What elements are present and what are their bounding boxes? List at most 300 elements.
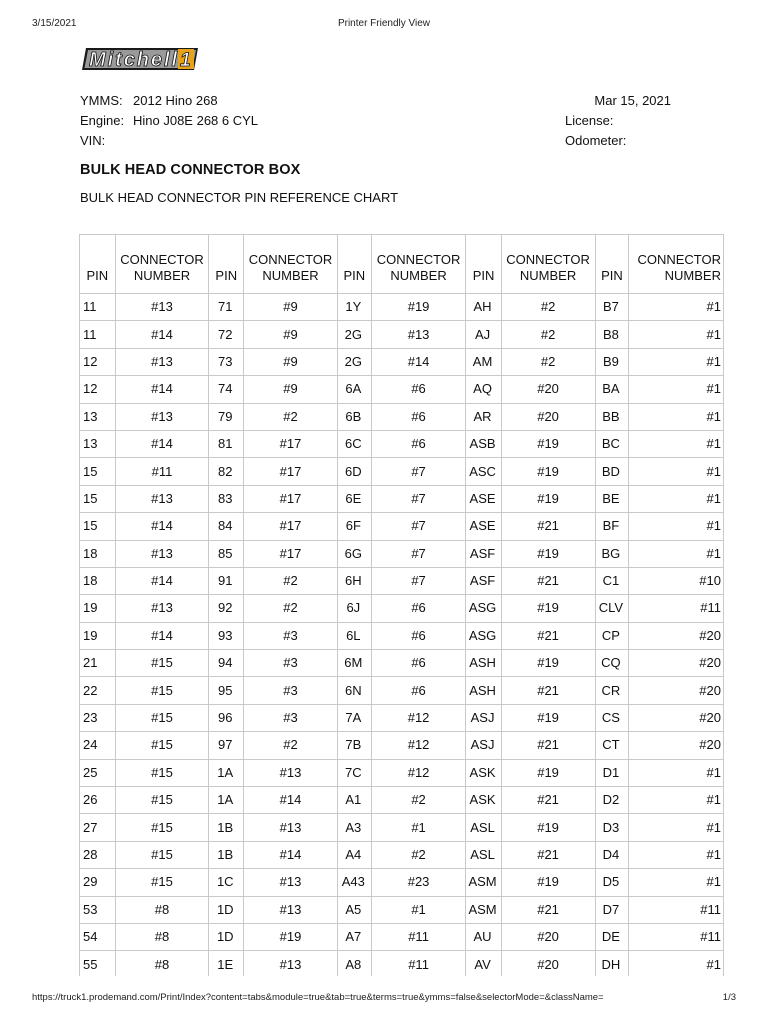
pin-cell: 1A bbox=[209, 787, 244, 814]
pin-cell: BE bbox=[595, 485, 629, 512]
pin-cell: 12 bbox=[80, 348, 116, 375]
pin-cell: AQ bbox=[466, 376, 501, 403]
connector-number-cell: #1 bbox=[629, 951, 724, 976]
connector-number-cell: #1 bbox=[629, 458, 724, 485]
connector-number-cell: #9 bbox=[244, 348, 338, 375]
connector-number-cell: #2 bbox=[244, 567, 338, 594]
connector-number-cell: #21 bbox=[501, 896, 595, 923]
header-connector-number: CONNECTOR NUMBER bbox=[244, 235, 338, 294]
pin-cell: 71 bbox=[209, 294, 244, 321]
vehicle-info bbox=[80, 91, 258, 151]
pin-reference-table-container bbox=[79, 234, 724, 976]
section-subtitle: BULK HEAD CONNECTOR PIN REFERENCE CHART bbox=[80, 190, 399, 205]
connector-number-cell: #15 bbox=[115, 814, 209, 841]
ymms-value: 2012 Hino 268 bbox=[133, 93, 218, 108]
pin-cell: 1B bbox=[209, 814, 244, 841]
pin-cell: 81 bbox=[209, 430, 244, 457]
connector-number-cell: #15 bbox=[115, 869, 209, 896]
connector-number-cell: #15 bbox=[115, 759, 209, 786]
table-row bbox=[80, 485, 724, 512]
connector-number-cell: #21 bbox=[501, 677, 595, 704]
pin-cell: D2 bbox=[595, 787, 629, 814]
pin-cell: D5 bbox=[595, 869, 629, 896]
connector-number-cell: #2 bbox=[501, 294, 595, 321]
pin-cell: D1 bbox=[595, 759, 629, 786]
connector-number-cell: #3 bbox=[244, 650, 338, 677]
pin-cell: 6M bbox=[337, 650, 371, 677]
table-row bbox=[80, 869, 724, 896]
pin-cell: 26 bbox=[80, 787, 116, 814]
table-row bbox=[80, 458, 724, 485]
connector-number-cell: #7 bbox=[371, 485, 466, 512]
pin-cell: 6H bbox=[337, 567, 371, 594]
connector-number-cell: #12 bbox=[371, 732, 466, 759]
table-row bbox=[80, 595, 724, 622]
connector-number-cell: #19 bbox=[501, 540, 595, 567]
pin-cell: 1A bbox=[209, 759, 244, 786]
connector-number-cell: #19 bbox=[371, 294, 466, 321]
pin-cell: ASJ bbox=[466, 704, 501, 731]
connector-number-cell: #19 bbox=[501, 650, 595, 677]
pin-cell: 74 bbox=[209, 376, 244, 403]
pin-cell: A1 bbox=[337, 787, 371, 814]
connector-number-cell: #20 bbox=[501, 951, 595, 976]
pin-cell: 6F bbox=[337, 513, 371, 540]
connector-number-cell: #21 bbox=[501, 567, 595, 594]
connector-number-cell: #19 bbox=[501, 595, 595, 622]
pin-cell: 15 bbox=[80, 458, 116, 485]
pin-cell: D7 bbox=[595, 896, 629, 923]
connector-number-cell: #6 bbox=[371, 403, 466, 430]
connector-number-cell: #1 bbox=[629, 759, 724, 786]
pin-cell: ASL bbox=[466, 814, 501, 841]
table-row bbox=[80, 759, 724, 786]
pin-cell: CLV bbox=[595, 595, 629, 622]
pin-cell: 27 bbox=[80, 814, 116, 841]
ymms-row bbox=[80, 91, 258, 111]
report-date: Mar 15, 2021 bbox=[594, 93, 671, 108]
connector-number-cell: #2 bbox=[501, 321, 595, 348]
pin-cell: AM bbox=[466, 348, 501, 375]
pin-cell: ASF bbox=[466, 567, 501, 594]
connector-number-cell: #13 bbox=[244, 951, 338, 976]
connector-number-cell: #6 bbox=[371, 595, 466, 622]
pin-cell: 25 bbox=[80, 759, 116, 786]
connector-number-cell: #21 bbox=[501, 622, 595, 649]
connector-number-cell: #2 bbox=[244, 403, 338, 430]
connector-number-cell: #1 bbox=[629, 841, 724, 868]
print-url: https://truck1.prodemand.com/Print/Index?content=tabs&module=true&tab=true&terms=true&ymms=false&selectorMode=&className= bbox=[32, 992, 604, 1003]
connector-number-cell: #1 bbox=[629, 321, 724, 348]
pin-cell: DE bbox=[595, 923, 629, 950]
connector-number-cell: #21 bbox=[501, 787, 595, 814]
connector-number-cell: #13 bbox=[115, 348, 209, 375]
pin-cell: ASE bbox=[466, 485, 501, 512]
license-label: License: bbox=[565, 113, 614, 128]
pin-cell: 15 bbox=[80, 485, 116, 512]
pin-cell: 22 bbox=[80, 677, 116, 704]
connector-number-cell: #2 bbox=[371, 841, 466, 868]
pin-cell: 82 bbox=[209, 458, 244, 485]
connector-number-cell: #14 bbox=[115, 430, 209, 457]
connector-number-cell: #1 bbox=[629, 403, 724, 430]
pin-cell: ASK bbox=[466, 787, 501, 814]
pin-cell: 6C bbox=[337, 430, 371, 457]
pin-cell: 97 bbox=[209, 732, 244, 759]
pin-cell: 19 bbox=[80, 622, 116, 649]
pin-cell: 6D bbox=[337, 458, 371, 485]
pin-cell: ASC bbox=[466, 458, 501, 485]
pin-cell: ASJ bbox=[466, 732, 501, 759]
connector-number-cell: #23 bbox=[371, 869, 466, 896]
connector-number-cell: #9 bbox=[244, 294, 338, 321]
connector-number-cell: #2 bbox=[244, 732, 338, 759]
connector-number-cell: #12 bbox=[371, 759, 466, 786]
table-row bbox=[80, 814, 724, 841]
table-row bbox=[80, 430, 724, 457]
pin-cell: 95 bbox=[209, 677, 244, 704]
pin-cell: 53 bbox=[80, 896, 116, 923]
ymms-label: YMMS: bbox=[80, 93, 123, 108]
connector-number-cell: #17 bbox=[244, 540, 338, 567]
connector-number-cell: #20 bbox=[629, 677, 724, 704]
pin-cell: 79 bbox=[209, 403, 244, 430]
table-row bbox=[80, 841, 724, 868]
connector-number-cell: #7 bbox=[371, 513, 466, 540]
pin-cell: 1D bbox=[209, 896, 244, 923]
pin-cell: ASB bbox=[466, 430, 501, 457]
pin-cell: CP bbox=[595, 622, 629, 649]
pin-cell: CQ bbox=[595, 650, 629, 677]
pin-cell: 7C bbox=[337, 759, 371, 786]
header-pin: PIN bbox=[80, 235, 116, 294]
section-title: BULK HEAD CONNECTOR BOX bbox=[80, 162, 301, 178]
connector-number-cell: #21 bbox=[501, 732, 595, 759]
connector-number-cell: #14 bbox=[115, 321, 209, 348]
pin-cell: 12 bbox=[80, 376, 116, 403]
connector-number-cell: #19 bbox=[501, 430, 595, 457]
header-pin: PIN bbox=[466, 235, 501, 294]
connector-number-cell: #6 bbox=[371, 622, 466, 649]
pin-cell: 6A bbox=[337, 376, 371, 403]
pin-cell: 15 bbox=[80, 513, 116, 540]
table-row bbox=[80, 732, 724, 759]
pin-cell: 92 bbox=[209, 595, 244, 622]
pin-cell: 21 bbox=[80, 650, 116, 677]
pin-cell: 55 bbox=[80, 951, 116, 976]
connector-number-cell: #7 bbox=[371, 540, 466, 567]
pin-cell: 6G bbox=[337, 540, 371, 567]
pin-cell: 19 bbox=[80, 595, 116, 622]
connector-number-cell: #20 bbox=[629, 704, 724, 731]
pin-cell: BA bbox=[595, 376, 629, 403]
pin-cell: 18 bbox=[80, 540, 116, 567]
pin-cell: AH bbox=[466, 294, 501, 321]
connector-number-cell: #1 bbox=[629, 348, 724, 375]
pin-cell: A4 bbox=[337, 841, 371, 868]
pin-cell: 96 bbox=[209, 704, 244, 731]
connector-number-cell: #13 bbox=[371, 321, 466, 348]
connector-number-cell: #19 bbox=[501, 869, 595, 896]
pin-cell: CS bbox=[595, 704, 629, 731]
connector-number-cell: #13 bbox=[115, 540, 209, 567]
connector-number-cell: #6 bbox=[371, 376, 466, 403]
pin-cell: 1B bbox=[209, 841, 244, 868]
pin-cell: ASG bbox=[466, 595, 501, 622]
connector-number-cell: #13 bbox=[244, 896, 338, 923]
pin-cell: CR bbox=[595, 677, 629, 704]
connector-number-cell: #11 bbox=[629, 896, 724, 923]
connector-number-cell: #20 bbox=[629, 650, 724, 677]
vin-label: VIN: bbox=[80, 133, 106, 148]
connector-number-cell: #12 bbox=[371, 704, 466, 731]
connector-number-cell: #20 bbox=[629, 622, 724, 649]
table-row bbox=[80, 704, 724, 731]
engine-label: Engine: bbox=[80, 113, 125, 128]
pin-cell: D4 bbox=[595, 841, 629, 868]
engine-value: Hino J08E 268 6 CYL bbox=[133, 113, 259, 128]
pin-cell: ASH bbox=[466, 650, 501, 677]
pin-cell: 13 bbox=[80, 403, 116, 430]
header-connector-number: CONNECTOR NUMBER bbox=[501, 235, 595, 294]
connector-number-cell: #1 bbox=[629, 814, 724, 841]
pin-cell: ASM bbox=[466, 869, 501, 896]
connector-number-cell: #19 bbox=[244, 923, 338, 950]
connector-number-cell: #13 bbox=[115, 403, 209, 430]
pin-cell: BB bbox=[595, 403, 629, 430]
pin-cell: 2G bbox=[337, 321, 371, 348]
connector-number-cell: #13 bbox=[244, 869, 338, 896]
connector-number-cell: #1 bbox=[629, 787, 724, 814]
pin-cell: AU bbox=[466, 923, 501, 950]
connector-number-cell: #14 bbox=[115, 567, 209, 594]
pin-cell: BG bbox=[595, 540, 629, 567]
connector-number-cell: #14 bbox=[371, 348, 466, 375]
pin-cell: ASL bbox=[466, 841, 501, 868]
pin-cell: 91 bbox=[209, 567, 244, 594]
pin-cell: 1C bbox=[209, 869, 244, 896]
table-row bbox=[80, 348, 724, 375]
connector-number-cell: #6 bbox=[371, 430, 466, 457]
connector-number-cell: #15 bbox=[115, 787, 209, 814]
svg-text:Mitchell: Mitchell bbox=[89, 49, 177, 71]
print-date: 3/15/2021 bbox=[32, 18, 77, 29]
pin-cell: 83 bbox=[209, 485, 244, 512]
pin-cell: BF bbox=[595, 513, 629, 540]
pin-cell: B8 bbox=[595, 321, 629, 348]
connector-number-cell: #14 bbox=[115, 513, 209, 540]
connector-number-cell: #2 bbox=[244, 595, 338, 622]
pin-cell: 54 bbox=[80, 923, 116, 950]
connector-number-cell: #1 bbox=[371, 814, 466, 841]
connector-number-cell: #6 bbox=[371, 677, 466, 704]
connector-number-cell: #21 bbox=[501, 841, 595, 868]
connector-number-cell: #15 bbox=[115, 677, 209, 704]
pin-cell: A43 bbox=[337, 869, 371, 896]
mitchell1-logo-graphic bbox=[80, 44, 202, 74]
pin-cell: D3 bbox=[595, 814, 629, 841]
connector-number-cell: #14 bbox=[244, 787, 338, 814]
pin-cell: 11 bbox=[80, 294, 116, 321]
pin-cell: A7 bbox=[337, 923, 371, 950]
connector-number-cell: #1 bbox=[629, 540, 724, 567]
pin-cell: ASH bbox=[466, 677, 501, 704]
table-row bbox=[80, 540, 724, 567]
table-row bbox=[80, 321, 724, 348]
connector-number-cell: #14 bbox=[115, 622, 209, 649]
connector-number-cell: #19 bbox=[501, 759, 595, 786]
pin-cell: ASF bbox=[466, 540, 501, 567]
pin-cell: 24 bbox=[80, 732, 116, 759]
pin-cell: BD bbox=[595, 458, 629, 485]
pin-cell: ASE bbox=[466, 513, 501, 540]
table-row bbox=[80, 896, 724, 923]
connector-number-cell: #3 bbox=[244, 622, 338, 649]
pin-cell: 7B bbox=[337, 732, 371, 759]
header-pin: PIN bbox=[209, 235, 244, 294]
connector-number-cell: #13 bbox=[115, 294, 209, 321]
connector-number-cell: #8 bbox=[115, 951, 209, 976]
connector-number-cell: #17 bbox=[244, 458, 338, 485]
connector-number-cell: #19 bbox=[501, 458, 595, 485]
pin-cell: ASM bbox=[466, 896, 501, 923]
connector-number-cell: #11 bbox=[371, 951, 466, 976]
connector-number-cell: #20 bbox=[501, 403, 595, 430]
pin-cell: CT bbox=[595, 732, 629, 759]
connector-number-cell: #14 bbox=[244, 841, 338, 868]
pin-cell: 6B bbox=[337, 403, 371, 430]
table-row bbox=[80, 787, 724, 814]
pin-cell: 6J bbox=[337, 595, 371, 622]
pin-cell: 72 bbox=[209, 321, 244, 348]
connector-number-cell: #14 bbox=[115, 376, 209, 403]
pin-cell: 11 bbox=[80, 321, 116, 348]
connector-number-cell: #3 bbox=[244, 704, 338, 731]
pin-cell: 2G bbox=[337, 348, 371, 375]
connector-number-cell: #1 bbox=[629, 513, 724, 540]
connector-number-cell: #17 bbox=[244, 430, 338, 457]
pin-reference-table bbox=[79, 234, 724, 976]
connector-number-cell: #13 bbox=[115, 595, 209, 622]
pin-cell: B9 bbox=[595, 348, 629, 375]
table-row bbox=[80, 513, 724, 540]
header-pin: PIN bbox=[595, 235, 629, 294]
header-connector-number: CONNECTOR NUMBER bbox=[371, 235, 466, 294]
connector-number-cell: #7 bbox=[371, 567, 466, 594]
svg-text:1: 1 bbox=[180, 50, 191, 71]
connector-number-cell: #11 bbox=[629, 595, 724, 622]
connector-number-cell: #6 bbox=[371, 650, 466, 677]
connector-number-cell: #13 bbox=[244, 814, 338, 841]
pin-cell: AV bbox=[466, 951, 501, 976]
connector-number-cell: #1 bbox=[371, 896, 466, 923]
connector-number-cell: #13 bbox=[115, 485, 209, 512]
pin-cell: 6E bbox=[337, 485, 371, 512]
connector-number-cell: #15 bbox=[115, 841, 209, 868]
header-connector-number: CONNECTOR NUMBER bbox=[115, 235, 209, 294]
connector-number-cell: #9 bbox=[244, 321, 338, 348]
pin-cell: C1 bbox=[595, 567, 629, 594]
pin-cell: 1D bbox=[209, 923, 244, 950]
pin-cell: BC bbox=[595, 430, 629, 457]
table-row bbox=[80, 567, 724, 594]
vehicle-extra-info bbox=[565, 111, 626, 151]
connector-number-cell: #9 bbox=[244, 376, 338, 403]
connector-number-cell: #1 bbox=[629, 485, 724, 512]
connector-number-cell: #11 bbox=[371, 923, 466, 950]
connector-number-cell: #3 bbox=[244, 677, 338, 704]
pin-cell: 1E bbox=[209, 951, 244, 976]
pin-cell: ASK bbox=[466, 759, 501, 786]
connector-number-cell: #1 bbox=[629, 376, 724, 403]
connector-number-cell: #20 bbox=[501, 923, 595, 950]
connector-number-cell: #8 bbox=[115, 923, 209, 950]
connector-number-cell: #1 bbox=[629, 869, 724, 896]
connector-number-cell: #19 bbox=[501, 704, 595, 731]
connector-number-cell: #1 bbox=[629, 430, 724, 457]
pin-cell: B7 bbox=[595, 294, 629, 321]
pin-cell: 7A bbox=[337, 704, 371, 731]
page-number: 1/3 bbox=[722, 992, 736, 1003]
table-row bbox=[80, 923, 724, 950]
connector-number-cell: #13 bbox=[244, 759, 338, 786]
print-header-title: Printer Friendly View bbox=[337, 18, 431, 29]
pin-cell: A3 bbox=[337, 814, 371, 841]
pin-cell: 1Y bbox=[337, 294, 371, 321]
pin-cell: 13 bbox=[80, 430, 116, 457]
table-row bbox=[80, 650, 724, 677]
pin-cell: 6N bbox=[337, 677, 371, 704]
pin-cell: AR bbox=[466, 403, 501, 430]
connector-number-cell: #11 bbox=[115, 458, 209, 485]
table-header-row bbox=[80, 235, 724, 294]
connector-number-cell: #15 bbox=[115, 650, 209, 677]
pin-cell: 93 bbox=[209, 622, 244, 649]
connector-number-cell: #7 bbox=[371, 458, 466, 485]
pin-cell: 85 bbox=[209, 540, 244, 567]
header-connector-number: CONNECTOR NUMBER bbox=[629, 235, 724, 294]
connector-number-cell: #11 bbox=[629, 923, 724, 950]
connector-number-cell: #21 bbox=[501, 513, 595, 540]
connector-number-cell: #10 bbox=[629, 567, 724, 594]
connector-number-cell: #20 bbox=[501, 376, 595, 403]
connector-number-cell: #8 bbox=[115, 896, 209, 923]
table-row bbox=[80, 622, 724, 649]
pin-cell: 6L bbox=[337, 622, 371, 649]
table-row bbox=[80, 294, 724, 321]
pin-cell: 28 bbox=[80, 841, 116, 868]
connector-number-cell: #19 bbox=[501, 814, 595, 841]
connector-number-cell: #2 bbox=[371, 787, 466, 814]
pin-cell: 23 bbox=[80, 704, 116, 731]
connector-number-cell: #17 bbox=[244, 485, 338, 512]
pin-cell: 73 bbox=[209, 348, 244, 375]
table-row bbox=[80, 951, 724, 976]
pin-cell: A5 bbox=[337, 896, 371, 923]
engine-row bbox=[80, 111, 258, 131]
pin-cell: DH bbox=[595, 951, 629, 976]
connector-number-cell: #15 bbox=[115, 732, 209, 759]
header-pin: PIN bbox=[337, 235, 371, 294]
connector-number-cell: #17 bbox=[244, 513, 338, 540]
table-row bbox=[80, 376, 724, 403]
pin-cell: 84 bbox=[209, 513, 244, 540]
pin-cell: AJ bbox=[466, 321, 501, 348]
connector-number-cell: #20 bbox=[629, 732, 724, 759]
connector-number-cell: #2 bbox=[501, 348, 595, 375]
pin-cell: ASG bbox=[466, 622, 501, 649]
mitchell1-logo bbox=[80, 44, 202, 74]
